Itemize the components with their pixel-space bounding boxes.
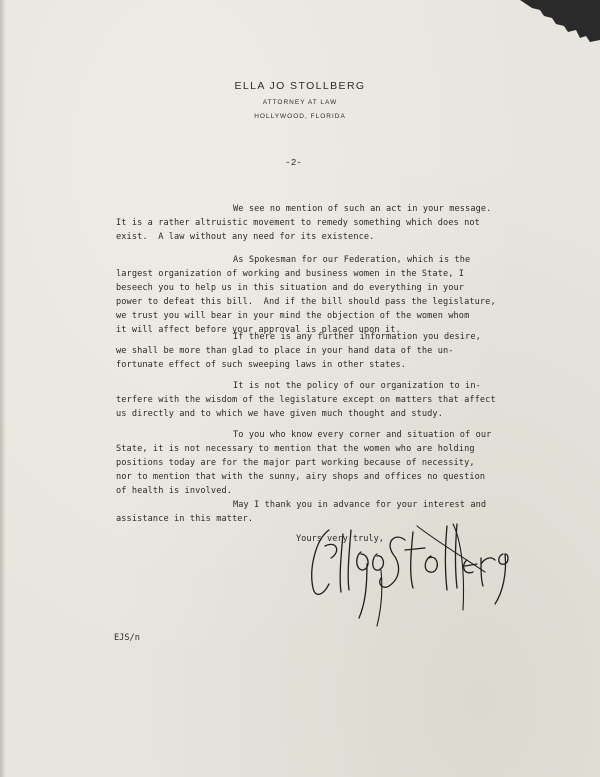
- body-line: power to defeat this bill. And if the bill should pass the legislature,: [116, 297, 496, 307]
- body-line: largest organization of working and business women in the State, I: [116, 269, 465, 279]
- body-line: of health is involved.: [116, 486, 233, 496]
- body-line: It is a rather altruistic movement to remedy something which does not: [116, 218, 480, 228]
- closing: Yours very truly,: [296, 534, 384, 544]
- body-line: It is not the policy of our organization to in-: [233, 381, 481, 391]
- body-line: exist. A law without any need for its existence.: [116, 232, 375, 242]
- body-line: assistance in this matter.: [116, 514, 254, 524]
- body-line: May I thank you in advance for your interest and: [233, 500, 487, 510]
- body-line: beseech you to help us in this situation and do everything in your: [116, 283, 465, 293]
- page-number: -2-: [285, 157, 303, 168]
- body-line: us directly and to which we have given much thought and study.: [116, 409, 443, 419]
- torn-corner: [490, 0, 600, 60]
- body-line: To you who know every corner and situation of our: [233, 430, 492, 440]
- body-line: As Spokesman for our Federation, which is the: [233, 255, 471, 265]
- letterhead-name: ELLA JO STOLLBERG: [234, 80, 366, 92]
- body-line: we shall be more than glad to place in your hand data of the un-: [116, 346, 454, 356]
- letterhead-title: ATTORNEY AT LAW: [262, 99, 338, 106]
- body-line: we trust you will bear in your mind the objection of the women whom: [116, 311, 470, 321]
- body-line: it will affect before your approval is placed upon it.: [116, 325, 401, 335]
- body-line: terfere with the wisdom of the legislature except on matters that affect: [116, 395, 496, 405]
- body-line: positions today are for the major part working because of necessity,: [116, 458, 475, 468]
- body-line: State, it is not necessary to mention that the women who are holding: [116, 444, 475, 454]
- body-line: nor to mention that with the sunny, airy shops and offices no question: [116, 472, 486, 482]
- body-line: We see no mention of such an act in your message.: [233, 204, 492, 214]
- letterhead-city: HOLLYWOOD, FLORIDA: [254, 113, 346, 120]
- body-line: If there is any further information you desire,: [233, 332, 481, 342]
- body-line: fortunate effect of such sweeping laws in other states.: [116, 360, 407, 370]
- typist-initials: EJS/n: [114, 633, 140, 643]
- handwritten-signature: [285, 500, 515, 630]
